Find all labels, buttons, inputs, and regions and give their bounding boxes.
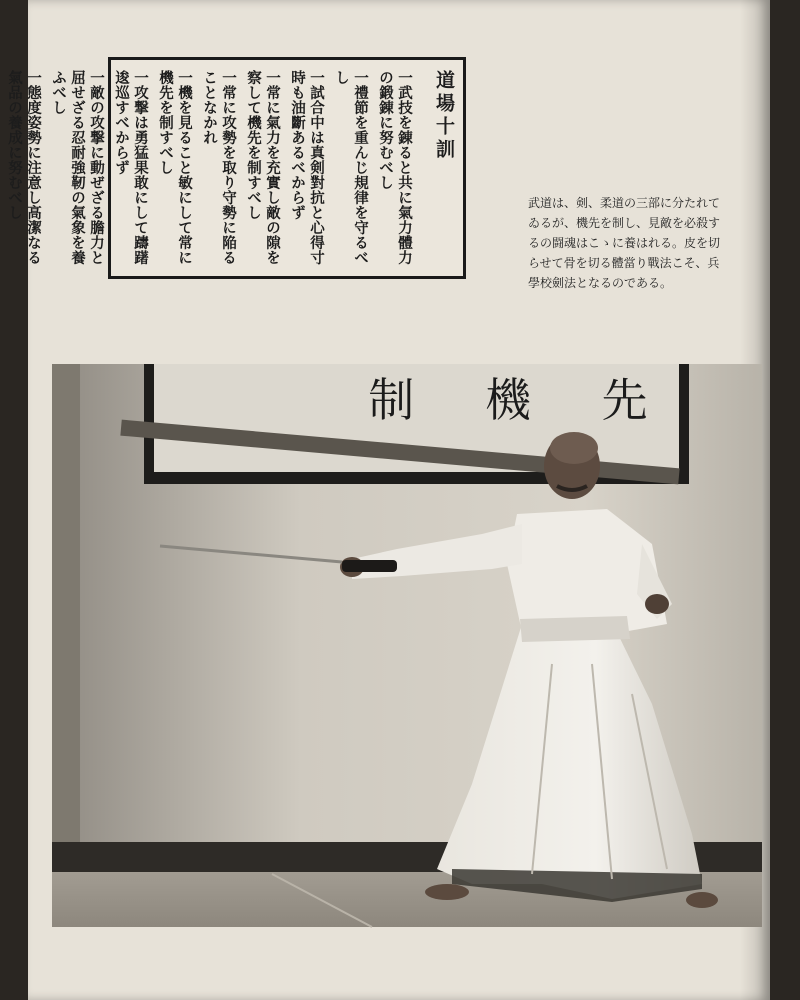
precept-item: 一敵の攻撃に動ぜざる膽力と屈せざる忍耐強靭の氣象を養ふべし [50,70,105,265]
precept-item: 一態度姿勢に注意し高潔なる氣品の養成に努むべし [6,70,42,265]
caption-line: るの闘魂はこゝに養はれる。皮を切 [528,236,721,250]
magazine-page [6,0,770,1000]
precept-item: 一常に攻勢を取り守勢に陥ることなかれ [201,70,237,265]
precept-item: 一攻撃は勇猛果敢にして躊躇逡巡すべからず [113,70,149,265]
caption-line: 武道は、剣、柔道の三部に分たれて [528,196,721,210]
caption-line: ゐるが、機先を制し、見敵を必殺す [528,216,721,230]
dojo-precepts-box [6,57,466,279]
caption-line: 學校劍法となるのである。 [528,276,673,290]
photo-illustration [52,364,762,927]
swordsman-photo [52,364,762,927]
photo-caption [528,193,768,293]
sword-hilt [342,560,397,572]
scroll-calligraphy: 制 機 先 [368,373,676,427]
precept-item: 一試合中は真剣對抗と心得寸時も油斷あるべからず [289,70,325,265]
precepts-title: 道場十訓 [433,70,455,162]
precept-item: 一機を見ること敏にして常に機先を制すべし [157,70,193,265]
precept-item: 一常に氣力を充實し敵の隙を察して機先を制すべし [245,70,281,265]
precept-item: 一禮節を重んじ規律を守るべし [333,70,369,265]
precept-item: 一武技を錬ると共に氣力體力の鍛錬に努むべし [377,70,413,265]
precept-columns [0,70,453,266]
left-pillar [52,364,80,844]
caption-line: らせて骨を切る體當り戰法こそ、兵 [528,256,720,270]
calligraphy-frame [120,364,689,484]
